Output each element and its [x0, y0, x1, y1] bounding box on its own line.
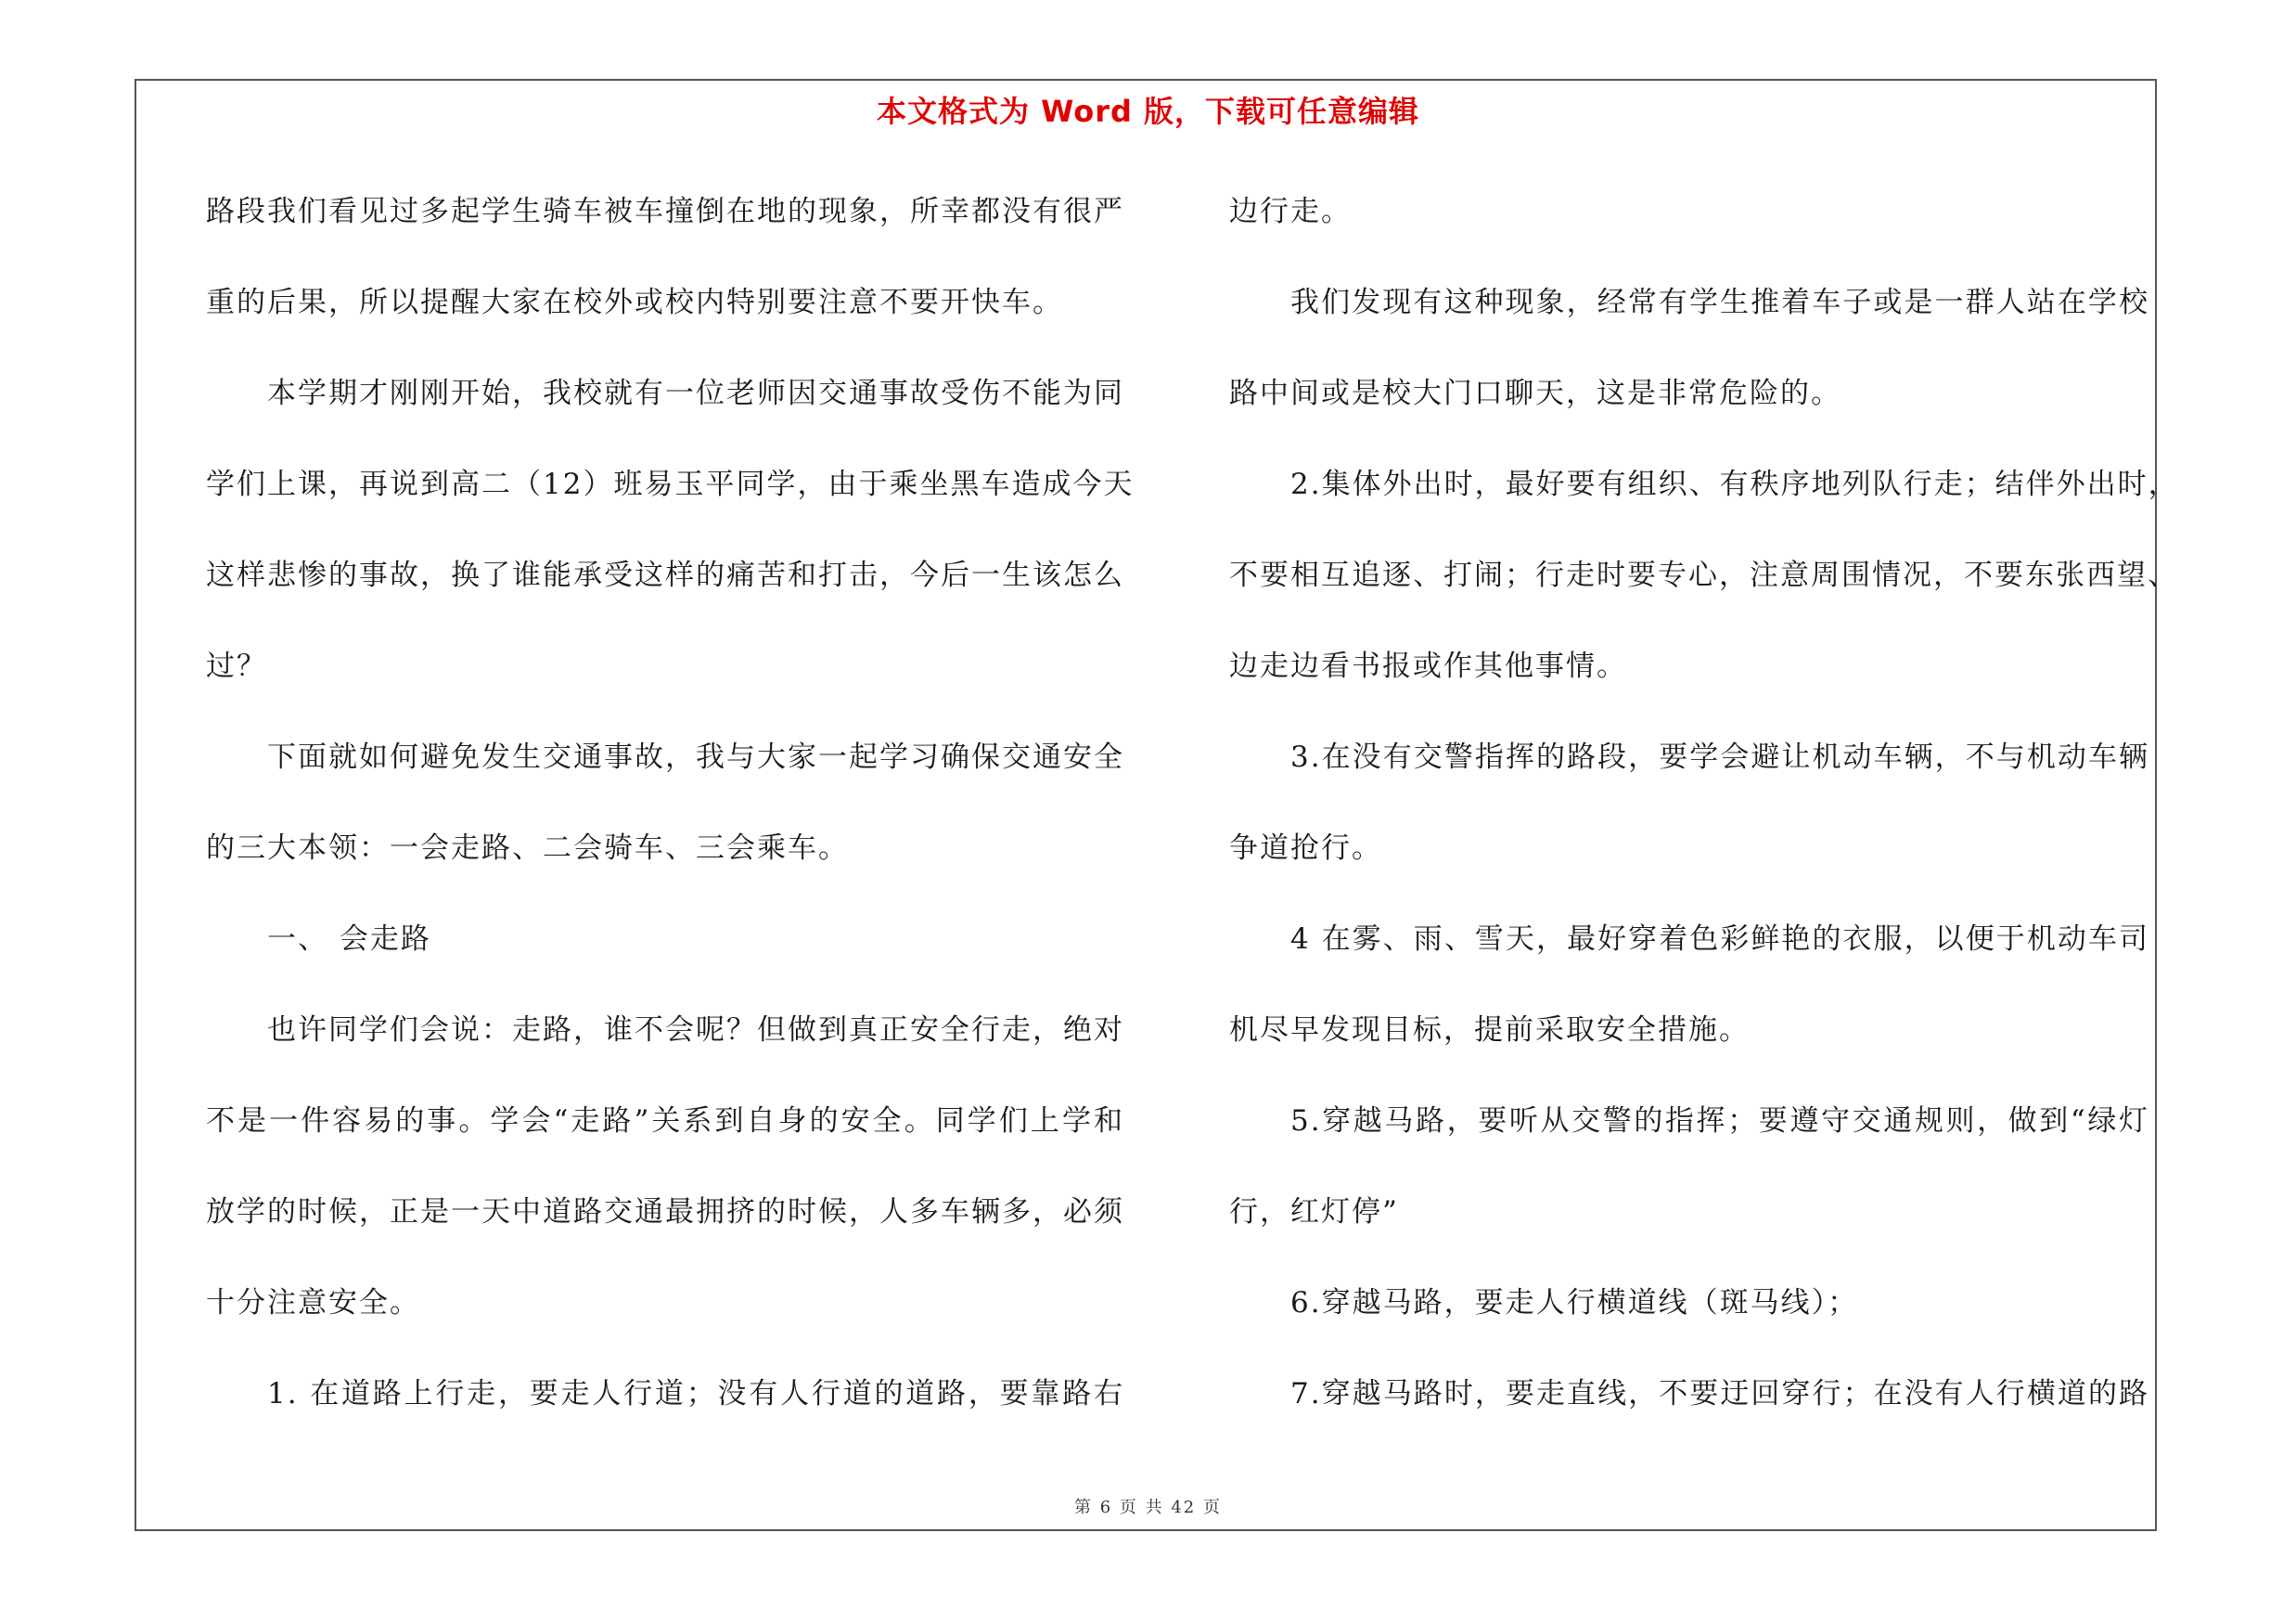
left-text-column [206, 184, 1135, 1457]
text-line: 十分注意安全。 [206, 1286, 420, 1320]
text-line: 4 在雾、雨、雪天，最好穿着色彩鲜艳的衣服，以便于机动车司 [1290, 922, 2149, 956]
text-line: 也许同学们会说：走路，谁不会呢？但做到真正安全行走，绝对 [267, 1013, 1124, 1047]
text-line: 5.穿越马路，要听从交警的指挥；要遵守交通规则，做到“绿灯 [1290, 1104, 2149, 1138]
text-line: 下面就如何避免发生交通事故，我与大家一起学习确保交通安全 [267, 741, 1124, 774]
text-line: 不要相互追逐、打闹；行走时要专心，注意周围情况，不要东张西望、 [1229, 559, 2178, 592]
text-line: 重的后果，所以提醒大家在校外或校内特别要注意不要开快车。 [206, 286, 1063, 319]
text-line: 1. 在道路上行走，要走人行道；没有人行道的道路，要靠路右 [267, 1377, 1124, 1410]
format-banner: 本文格式为 Word 版，下载可任意编辑 [876, 94, 1420, 129]
text-line: 这样悲惨的事故，换了谁能承受这样的痛苦和打击，今后一生该怎么 [206, 559, 1124, 592]
text-line: 的三大本领：一会走路、二会骑车、三会乘车。 [206, 831, 849, 865]
text-line: 一、 会走路 [267, 922, 431, 956]
text-line: 机尽早发现目标，提前采取安全措施。 [1229, 1013, 1750, 1047]
text-line: 行，红灯停” [1229, 1195, 1399, 1229]
text-line: 7.穿越马路时，要走直线，不要迂回穿行；在没有人行横道的路 [1290, 1377, 2149, 1410]
text-line: 学们上课，再说到高二（12）班易玉平同学，由于乘坐黑车造成今天 [206, 468, 1135, 501]
text-line: 边行走。 [1229, 195, 1352, 228]
text-line: 边走边看书报或作其他事情。 [1229, 650, 1627, 683]
text-line: 路中间或是校大门口聊天，这是非常危险的。 [1229, 377, 1841, 410]
text-line: 本学期才刚刚开始，我校就有一位老师因交通事故受伤不能为同 [267, 377, 1124, 410]
right-text-column [1229, 184, 2179, 1457]
page-number-footer: 第 6 页 共 42 页 [1074, 1498, 1222, 1517]
text-line: 我们发现有这种现象，经常有学生推着车子或是一群人站在学校 [1290, 286, 2149, 319]
text-line: 路段我们看见过多起学生骑车被车撞倒在地的现象，所幸都没有很严 [206, 195, 1124, 228]
text-line: 过？ [206, 650, 267, 683]
text-line: 不是一件容易的事。学会“走路”关系到自身的安全。同学们上学和 [206, 1104, 1124, 1138]
text-line: 2.集体外出时，最好要有组织、有秩序地列队行走；结伴外出时， [1290, 468, 2179, 501]
text-line: 6.穿越马路，要走人行横道线（斑马线）； [1290, 1286, 1859, 1320]
text-line: 争道抢行。 [1229, 831, 1382, 865]
text-line: 放学的时候，正是一天中道路交通最拥挤的时候，人多车辆多，必须 [206, 1195, 1124, 1229]
text-line: 3.在没有交警指挥的路段，要学会避让机动车辆，不与机动车辆 [1290, 741, 2149, 774]
